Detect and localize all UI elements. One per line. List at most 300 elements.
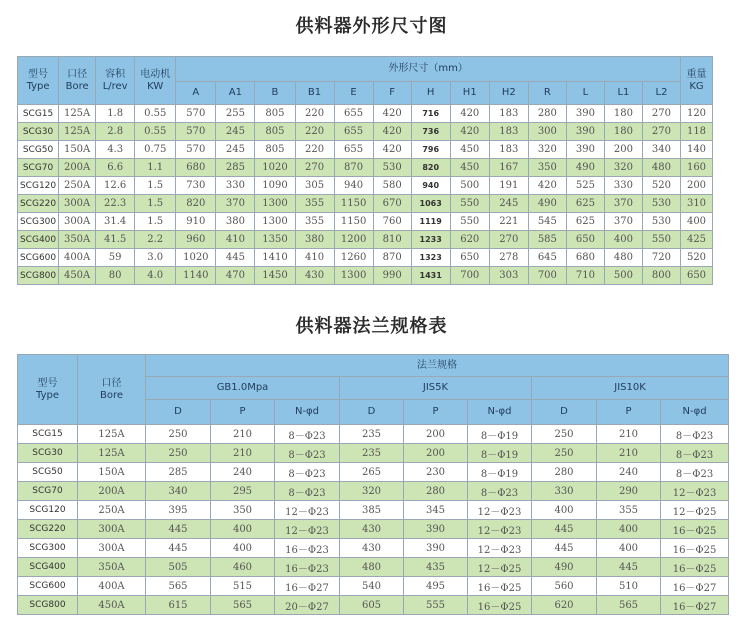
table-cell: 118 bbox=[681, 123, 713, 141]
table-cell: 330 bbox=[216, 177, 255, 195]
table-cell: 650 bbox=[450, 249, 489, 267]
table-cell: 1020 bbox=[176, 249, 216, 267]
header-dim-h1: H1 bbox=[450, 82, 489, 105]
dimensions-row bbox=[18, 159, 713, 177]
table-cell: 445 bbox=[146, 520, 211, 539]
table-cell: 220 bbox=[295, 141, 334, 159]
table-cell: 400A bbox=[78, 577, 146, 596]
table-cell: 4.3 bbox=[96, 141, 135, 159]
flange-table bbox=[17, 354, 729, 615]
table-cell: 8－Φ23 bbox=[275, 463, 340, 482]
table-cell: 150A bbox=[59, 141, 96, 159]
header-type-cn: 型号 bbox=[28, 68, 49, 80]
table-cell: 1.1 bbox=[135, 159, 176, 177]
table-cell: 570 bbox=[176, 123, 216, 141]
table-cell: 240 bbox=[597, 463, 661, 482]
table-cell: 59 bbox=[96, 249, 135, 267]
table-cell: 16－Φ27 bbox=[661, 596, 729, 615]
table-cell: 300A bbox=[78, 539, 146, 558]
table-cell: 805 bbox=[255, 141, 295, 159]
header-motor-cn: 电动机 bbox=[140, 68, 171, 80]
table-cell: 2.8 bbox=[96, 123, 135, 141]
table-cell: 180 bbox=[604, 123, 642, 141]
table-cell: 16－Φ25 bbox=[468, 596, 532, 615]
table-cell: 1.5 bbox=[135, 213, 176, 231]
table-cell: 191 bbox=[489, 177, 528, 195]
table-cell: 400 bbox=[604, 231, 642, 249]
flange-row bbox=[18, 558, 729, 577]
table-cell: 960 bbox=[176, 231, 216, 249]
model-cell: SCG600 bbox=[18, 249, 59, 267]
flange-row bbox=[18, 482, 729, 501]
table-cell: 650 bbox=[566, 231, 604, 249]
table-cell: 390 bbox=[566, 123, 604, 141]
table-cell: 1260 bbox=[334, 249, 373, 267]
table-cell: 305 bbox=[295, 177, 334, 195]
table-cell: 8－Φ23 bbox=[275, 425, 340, 444]
flange-header-type-cn: 型号 bbox=[37, 377, 58, 389]
table-cell: 80 bbox=[96, 267, 135, 285]
flange-subheader-d: D bbox=[532, 400, 597, 425]
header-bore-en: Bore bbox=[65, 80, 89, 92]
dimensions-row bbox=[18, 231, 713, 249]
table-cell: 730 bbox=[176, 177, 216, 195]
table-cell: 140 bbox=[681, 141, 713, 159]
flange-subheader-d: D bbox=[146, 400, 211, 425]
table-cell: 550 bbox=[642, 231, 680, 249]
table-cell: 1300 bbox=[255, 195, 295, 213]
table-cell: 805 bbox=[255, 105, 295, 123]
table-cell: 445 bbox=[532, 520, 597, 539]
table-cell: 183 bbox=[489, 141, 528, 159]
table-cell: 310 bbox=[681, 195, 713, 213]
table-cell: 1090 bbox=[255, 177, 295, 195]
table-cell: 560 bbox=[532, 577, 597, 596]
header-dim-h2: H2 bbox=[489, 82, 528, 105]
flange-row bbox=[18, 539, 729, 558]
header-volume bbox=[96, 57, 135, 105]
table-cell: 1323 bbox=[411, 249, 450, 267]
table-cell: 990 bbox=[373, 267, 411, 285]
table-cell: 1431 bbox=[411, 267, 450, 285]
flange-subheader-d: D bbox=[340, 400, 404, 425]
table-cell: 800 bbox=[642, 267, 680, 285]
table-cell: 16－Φ25 bbox=[468, 577, 532, 596]
table-cell: 20－Φ27 bbox=[275, 596, 340, 615]
table-cell: 525 bbox=[566, 177, 604, 195]
table-cell: 700 bbox=[528, 267, 566, 285]
table-cell: 16－Φ25 bbox=[661, 539, 729, 558]
table-cell: 1.8 bbox=[96, 105, 135, 123]
table-cell: 565 bbox=[597, 596, 661, 615]
table-cell: 565 bbox=[146, 577, 211, 596]
dimensions-row bbox=[18, 141, 713, 159]
table-cell: 150A bbox=[78, 463, 146, 482]
table-cell: 550 bbox=[450, 213, 489, 231]
model-cell: SCG220 bbox=[18, 520, 78, 539]
model-cell: SCG15 bbox=[18, 425, 78, 444]
table-cell: 12－Φ23 bbox=[275, 501, 340, 520]
table-cell: 810 bbox=[373, 231, 411, 249]
flange-header-bore-cn: 口径 bbox=[101, 377, 122, 389]
table-cell: 585 bbox=[528, 231, 566, 249]
table-cell: 245 bbox=[216, 141, 255, 159]
table-cell: 0.55 bbox=[135, 105, 176, 123]
table-cell: 285 bbox=[146, 463, 211, 482]
header-type-en: Type bbox=[26, 80, 50, 92]
flange-row bbox=[18, 444, 729, 463]
table-cell: 1.5 bbox=[135, 195, 176, 213]
table-cell: 545 bbox=[528, 213, 566, 231]
table-cell: 520 bbox=[681, 249, 713, 267]
table-cell: 450A bbox=[59, 267, 96, 285]
table-cell: 390 bbox=[404, 539, 468, 558]
header-dim-a1: A1 bbox=[216, 82, 255, 105]
table-cell: 340 bbox=[642, 141, 680, 159]
table-cell: 670 bbox=[373, 195, 411, 213]
table-cell: 1150 bbox=[334, 213, 373, 231]
table-cell: 250 bbox=[146, 444, 211, 463]
table-cell: 940 bbox=[411, 177, 450, 195]
header-dim-f: F bbox=[373, 82, 411, 105]
table-cell: 345 bbox=[404, 501, 468, 520]
table-cell: 350A bbox=[78, 558, 146, 577]
model-cell: SCG30 bbox=[18, 444, 78, 463]
table-cell: 300A bbox=[59, 213, 96, 231]
table-cell: 8－Φ19 bbox=[468, 444, 532, 463]
table-cell: 655 bbox=[334, 123, 373, 141]
table-cell: 235 bbox=[340, 444, 404, 463]
table-cell: 736 bbox=[411, 123, 450, 141]
table-cell: 710 bbox=[566, 267, 604, 285]
table-cell: 16－Φ23 bbox=[275, 558, 340, 577]
header-weight bbox=[681, 57, 713, 105]
table-cell: 410 bbox=[295, 249, 334, 267]
table-cell: 280 bbox=[404, 482, 468, 501]
table-cell: 480 bbox=[340, 558, 404, 577]
header-dim-l1: L1 bbox=[604, 82, 642, 105]
table-cell: 245 bbox=[489, 195, 528, 213]
flange-row bbox=[18, 425, 729, 444]
table-cell: 6.6 bbox=[96, 159, 135, 177]
table-cell: 655 bbox=[334, 105, 373, 123]
table-cell: 1.5 bbox=[135, 177, 176, 195]
table-cell: 570 bbox=[176, 105, 216, 123]
dimensions-row bbox=[18, 105, 713, 123]
flange-table-title: 供料器法兰规格表 bbox=[295, 316, 448, 337]
table-cell: 490 bbox=[532, 558, 597, 577]
table-cell: 720 bbox=[642, 249, 680, 267]
table-cell: 500 bbox=[604, 267, 642, 285]
table-cell: 495 bbox=[404, 577, 468, 596]
table-cell: 420 bbox=[450, 123, 489, 141]
table-cell: 250A bbox=[78, 501, 146, 520]
table-cell: 0.75 bbox=[135, 141, 176, 159]
header-weight-en: KG bbox=[689, 80, 704, 92]
table-cell: 805 bbox=[255, 123, 295, 141]
table-cell: 200 bbox=[681, 177, 713, 195]
model-cell: SCG120 bbox=[18, 501, 78, 520]
table-cell: 270 bbox=[642, 105, 680, 123]
table-cell: 8－Φ23 bbox=[661, 463, 729, 482]
header-dimensions-group: 外形尺寸（mm） bbox=[176, 57, 681, 82]
table-cell: 420 bbox=[528, 177, 566, 195]
table-cell: 680 bbox=[176, 159, 216, 177]
table-cell: 1300 bbox=[334, 267, 373, 285]
table-cell: 1350 bbox=[255, 231, 295, 249]
table-cell: 200 bbox=[604, 141, 642, 159]
table-cell: 278 bbox=[489, 249, 528, 267]
table-cell: 41.5 bbox=[96, 231, 135, 249]
flange-row bbox=[18, 577, 729, 596]
header-dim-a: A bbox=[176, 82, 216, 105]
header-dim-e: E bbox=[334, 82, 373, 105]
table-cell: 4.0 bbox=[135, 267, 176, 285]
table-cell: 16－Φ25 bbox=[661, 558, 729, 577]
table-cell: 530 bbox=[642, 213, 680, 231]
table-cell: 300 bbox=[528, 123, 566, 141]
table-cell: 565 bbox=[211, 596, 275, 615]
table-cell: 8－Φ19 bbox=[468, 425, 532, 444]
table-cell: 220 bbox=[295, 105, 334, 123]
table-cell: 8－Φ23 bbox=[275, 444, 340, 463]
model-cell: SCG800 bbox=[18, 596, 78, 615]
table-cell: 625 bbox=[566, 195, 604, 213]
table-cell: 280 bbox=[532, 463, 597, 482]
table-cell: 870 bbox=[373, 249, 411, 267]
header-dim-r: R bbox=[528, 82, 566, 105]
model-cell: SCG220 bbox=[18, 195, 59, 213]
flange-header-type-en: Type bbox=[36, 389, 59, 401]
table-cell: 400 bbox=[597, 539, 661, 558]
table-cell: 350A bbox=[59, 231, 96, 249]
table-cell: 230 bbox=[404, 463, 468, 482]
table-cell: 520 bbox=[642, 177, 680, 195]
table-cell: 500 bbox=[450, 177, 489, 195]
table-cell: 265 bbox=[340, 463, 404, 482]
table-cell: 1140 bbox=[176, 267, 216, 285]
table-cell: 3.0 bbox=[135, 249, 176, 267]
table-cell: 370 bbox=[604, 195, 642, 213]
table-cell: 167 bbox=[489, 159, 528, 177]
table-cell: 210 bbox=[211, 425, 275, 444]
table-cell: 245 bbox=[216, 123, 255, 141]
table-cell: 910 bbox=[176, 213, 216, 231]
table-cell: 420 bbox=[373, 141, 411, 159]
dimensions-table-title: 供料器外形尺寸图 bbox=[295, 16, 448, 37]
table-cell: 425 bbox=[681, 231, 713, 249]
table-cell: 680 bbox=[566, 249, 604, 267]
table-cell: 300A bbox=[78, 520, 146, 539]
table-cell: 395 bbox=[146, 501, 211, 520]
table-cell: 435 bbox=[404, 558, 468, 577]
table-cell: 430 bbox=[340, 539, 404, 558]
table-cell: 450 bbox=[450, 159, 489, 177]
dimensions-table bbox=[17, 56, 713, 285]
table-cell: 510 bbox=[597, 577, 661, 596]
flange-subheader-p: P bbox=[404, 400, 468, 425]
table-cell: 12－Φ23 bbox=[468, 501, 532, 520]
header-bore bbox=[59, 57, 96, 105]
table-cell: 410 bbox=[216, 231, 255, 249]
table-cell: 445 bbox=[216, 249, 255, 267]
flange-row bbox=[18, 501, 729, 520]
table-cell: 940 bbox=[334, 177, 373, 195]
table-cell: 180 bbox=[604, 105, 642, 123]
header-motor-en: KW bbox=[147, 80, 164, 92]
flange-subheader-n-d: N-φd bbox=[468, 400, 532, 425]
model-cell: SCG30 bbox=[18, 123, 59, 141]
flange-standard-jis10k: JIS10K bbox=[532, 377, 729, 400]
table-cell: 250 bbox=[532, 444, 597, 463]
table-cell: 330 bbox=[532, 482, 597, 501]
table-cell: 530 bbox=[373, 159, 411, 177]
table-cell: 250 bbox=[532, 425, 597, 444]
table-cell: 460 bbox=[211, 558, 275, 577]
table-cell: 125A bbox=[59, 123, 96, 141]
table-cell: 303 bbox=[489, 267, 528, 285]
table-cell: 221 bbox=[489, 213, 528, 231]
table-cell: 380 bbox=[216, 213, 255, 231]
table-cell: 16－Φ23 bbox=[275, 539, 340, 558]
flange-header-bore bbox=[78, 355, 146, 425]
header-dim-b: B bbox=[255, 82, 295, 105]
header-type bbox=[18, 57, 59, 105]
model-cell: SCG15 bbox=[18, 105, 59, 123]
flange-row bbox=[18, 463, 729, 482]
table-cell: 1200 bbox=[334, 231, 373, 249]
dimensions-row bbox=[18, 177, 713, 195]
table-cell: 480 bbox=[642, 159, 680, 177]
table-cell: 2.2 bbox=[135, 231, 176, 249]
table-cell: 400 bbox=[597, 520, 661, 539]
table-cell: 420 bbox=[373, 123, 411, 141]
table-cell: 120 bbox=[681, 105, 713, 123]
table-cell: 620 bbox=[450, 231, 489, 249]
table-cell: 796 bbox=[411, 141, 450, 159]
table-cell: 8－Φ23 bbox=[275, 482, 340, 501]
flange-header-bore-en: Bore bbox=[99, 389, 124, 401]
table-cell: 570 bbox=[176, 141, 216, 159]
table-cell: 620 bbox=[532, 596, 597, 615]
model-cell: SCG400 bbox=[18, 558, 78, 577]
header-dim-h: H bbox=[411, 82, 450, 105]
table-cell: 12－Φ23 bbox=[468, 520, 532, 539]
flange-standard-jis5k: JIS5K bbox=[340, 377, 532, 400]
table-cell: 420 bbox=[450, 105, 489, 123]
model-cell: SCG300 bbox=[18, 539, 78, 558]
flange-subheader-n-d: N-φd bbox=[661, 400, 729, 425]
table-cell: 370 bbox=[216, 195, 255, 213]
table-cell: 12－Φ23 bbox=[661, 482, 729, 501]
table-cell: 760 bbox=[373, 213, 411, 231]
table-cell: 400A bbox=[59, 249, 96, 267]
table-cell: 255 bbox=[216, 105, 255, 123]
table-cell: 16－Φ27 bbox=[275, 577, 340, 596]
table-cell: 1119 bbox=[411, 213, 450, 231]
table-cell: 515 bbox=[211, 577, 275, 596]
flange-header-type bbox=[18, 355, 78, 425]
table-cell: 16－Φ27 bbox=[661, 577, 729, 596]
flange-header-group: 法兰规格 bbox=[146, 355, 729, 377]
table-cell: 210 bbox=[211, 444, 275, 463]
table-cell: 240 bbox=[211, 463, 275, 482]
table-cell: 12－Φ25 bbox=[468, 558, 532, 577]
table-cell: 210 bbox=[597, 444, 661, 463]
flange-standard-gb: GB1.0Mpa bbox=[146, 377, 340, 400]
table-cell: 605 bbox=[340, 596, 404, 615]
table-cell: 270 bbox=[295, 159, 334, 177]
table-cell: 580 bbox=[373, 177, 411, 195]
dimensions-row bbox=[18, 195, 713, 213]
table-cell: 8－Φ23 bbox=[661, 425, 729, 444]
model-cell: SCG800 bbox=[18, 267, 59, 285]
table-cell: 1233 bbox=[411, 231, 450, 249]
table-cell: 490 bbox=[566, 159, 604, 177]
table-cell: 16－Φ25 bbox=[661, 520, 729, 539]
model-cell: SCG50 bbox=[18, 141, 59, 159]
flange-subheader-p: P bbox=[211, 400, 275, 425]
table-cell: 530 bbox=[642, 195, 680, 213]
table-cell: 1450 bbox=[255, 267, 295, 285]
model-cell: SCG50 bbox=[18, 463, 78, 482]
table-cell: 183 bbox=[489, 105, 528, 123]
table-cell: 390 bbox=[566, 141, 604, 159]
flange-row bbox=[18, 520, 729, 539]
table-cell: 290 bbox=[597, 482, 661, 501]
table-cell: 250A bbox=[59, 177, 96, 195]
table-cell: 125A bbox=[59, 105, 96, 123]
dimensions-row bbox=[18, 123, 713, 141]
dimensions-row bbox=[18, 249, 713, 267]
table-cell: 12.6 bbox=[96, 177, 135, 195]
table-cell: 12－Φ23 bbox=[275, 520, 340, 539]
table-cell: 250 bbox=[146, 425, 211, 444]
table-cell: 1020 bbox=[255, 159, 295, 177]
table-cell: 200A bbox=[78, 482, 146, 501]
table-cell: 645 bbox=[528, 249, 566, 267]
model-cell: SCG70 bbox=[18, 159, 59, 177]
table-cell: 8－Φ23 bbox=[468, 482, 532, 501]
table-cell: 320 bbox=[604, 159, 642, 177]
header-volume-en: L/rev bbox=[102, 80, 128, 92]
table-cell: 320 bbox=[528, 141, 566, 159]
table-cell: 445 bbox=[146, 539, 211, 558]
table-cell: 615 bbox=[146, 596, 211, 615]
table-cell: 400 bbox=[681, 213, 713, 231]
table-cell: 0.55 bbox=[135, 123, 176, 141]
table-cell: 330 bbox=[604, 177, 642, 195]
table-cell: 295 bbox=[211, 482, 275, 501]
table-cell: 350 bbox=[211, 501, 275, 520]
flange-row bbox=[18, 596, 729, 615]
table-cell: 870 bbox=[334, 159, 373, 177]
table-cell: 280 bbox=[528, 105, 566, 123]
header-weight-cn: 重量 bbox=[686, 68, 707, 80]
table-cell: 625 bbox=[566, 213, 604, 231]
table-cell: 183 bbox=[489, 123, 528, 141]
table-cell: 716 bbox=[411, 105, 450, 123]
header-dim-b1: B1 bbox=[295, 82, 334, 105]
table-cell: 22.3 bbox=[96, 195, 135, 213]
table-cell: 450 bbox=[450, 141, 489, 159]
table-cell: 655 bbox=[334, 141, 373, 159]
table-cell: 12－Φ23 bbox=[468, 539, 532, 558]
table-cell: 380 bbox=[295, 231, 334, 249]
table-cell: 270 bbox=[489, 231, 528, 249]
model-cell: SCG300 bbox=[18, 213, 59, 231]
flange-subheader-p: P bbox=[597, 400, 661, 425]
